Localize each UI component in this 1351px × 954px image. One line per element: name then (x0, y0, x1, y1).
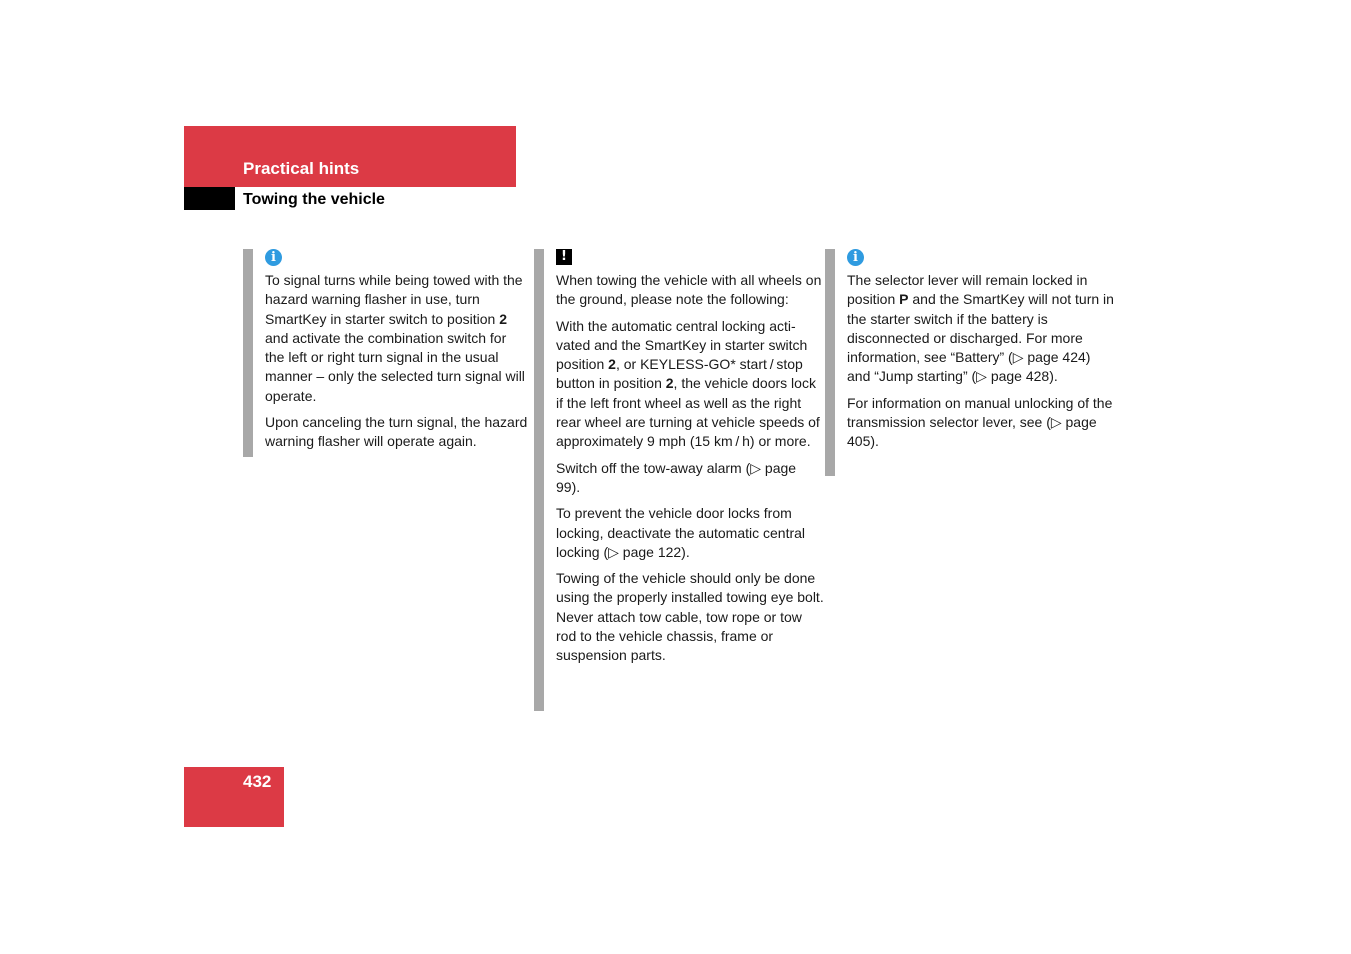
bold-value: 2 (499, 310, 507, 327)
text-run: and activate the combination switch for the left or right turn signal in the usual manner – only the selected turn signal will operate. (265, 329, 525, 404)
note-paragraph (556, 504, 824, 562)
note-body (265, 271, 528, 452)
subsection-title: Towing the vehicle (243, 191, 385, 208)
bold-value: 2 (665, 375, 674, 392)
text-run: To prevent the vehicle door locks from locking, deactivate the automatic central locking (▷ page 122). (556, 505, 806, 560)
warning-icon: ! (556, 249, 572, 265)
info-note-turn-signals (243, 249, 528, 457)
text-run: The selector lever will remain locked in position (847, 272, 1088, 308)
text-run: With the automatic central locking activated and the SmartKey in starter switch position (556, 317, 808, 373)
warning-note-towing (534, 249, 824, 711)
subsection-marker (184, 187, 235, 210)
page-number: 432 (243, 772, 272, 791)
text-run: , the vehicle doors lock if the left front wheel as well as the right rear wheel are turning at vehicle speeds of approximately 9 mph (15 km / h) or more. (556, 375, 820, 450)
section-title: Practical hints (243, 159, 360, 178)
text-run: Towing of the vehicle should only be done using the properly installed towing eye bolt. Never attach tow cable, tow rope or tow rod to the vehicle chassis, frame or suspension parts. (556, 570, 824, 664)
text-run: When towing the vehicle with all wheels on the ground, please note the following: (556, 272, 822, 308)
note-body (556, 271, 824, 666)
text-run: For information on manual unlocking of the transmission selector lever, see (▷ page 405). (847, 394, 1113, 450)
note-side-bar (243, 249, 253, 457)
note-paragraph (265, 271, 528, 406)
note-paragraph (265, 413, 528, 452)
text-run: Upon canceling the turn signal, the hazard warning flasher will operate again. (265, 414, 528, 450)
info-note-selector-lever (825, 249, 1115, 476)
bold-value: 2 (608, 356, 616, 373)
note-paragraph (847, 271, 1115, 387)
note-paragraph (556, 317, 824, 452)
bold-value: P (899, 291, 909, 308)
note-paragraph (556, 459, 824, 498)
note-paragraph (556, 271, 824, 310)
note-paragraph (847, 394, 1115, 452)
text-run: and the SmartKey will not turn in the starter switch if the battery is disconnected or discharged. For more information, see “Battery” (▷ page 424) and “Jump starting” (▷ page 428). (847, 291, 1114, 385)
info-icon: i (265, 249, 282, 266)
note-side-bar (534, 249, 544, 711)
text-run: , or KEYLESS-GO* start / stop button in position (556, 356, 803, 392)
note-side-bar (825, 249, 835, 476)
info-icon: i (847, 249, 864, 266)
text-run: Switch off the tow-away alarm (▷ page 99). (556, 459, 797, 495)
note-paragraph (556, 569, 824, 665)
text-run: To signal turns while being towed with the hazard warning flasher in use, turn SmartKey in starter switch to position (265, 272, 523, 327)
note-body (847, 271, 1115, 452)
